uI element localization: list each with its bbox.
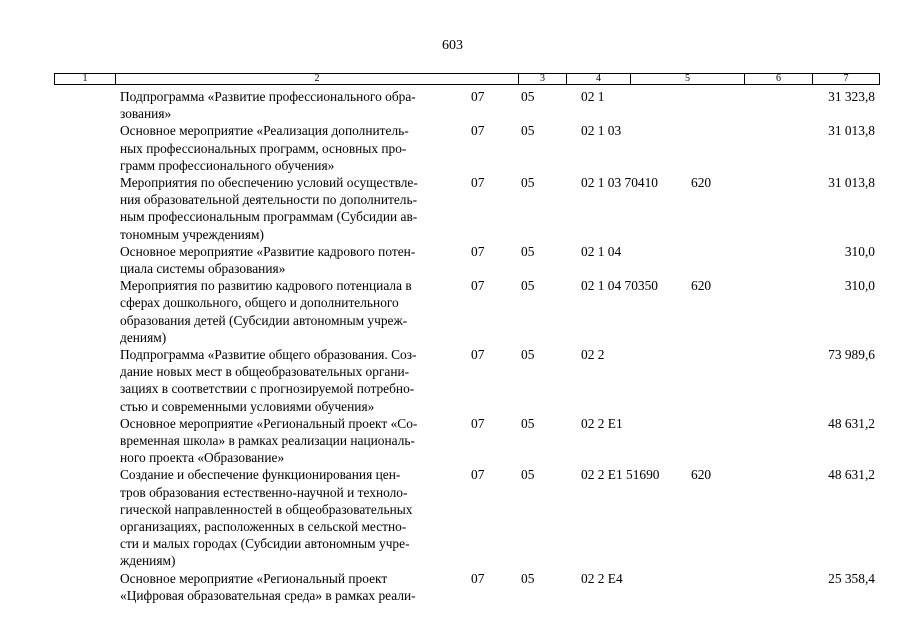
target-article-code: 02 1	[581, 89, 605, 104]
row-name-line: организациях, расположенных в сельской местно-	[120, 518, 407, 534]
section-code: 07	[471, 346, 485, 362]
subsection-code: 05	[521, 278, 535, 294]
row-name-line: зования»	[120, 106, 172, 122]
amount: 31 013,8	[828, 174, 875, 190]
subsection-code: 05	[521, 415, 535, 431]
row-name-line: Основное мероприятие «Реализация дополнитель-	[120, 123, 409, 139]
section-code: 07	[471, 415, 485, 431]
section-code: 07	[471, 174, 485, 190]
row-name-line: Подпрограмма «Развитие общего образования. Соз-	[120, 346, 417, 362]
row-name-line: дание новых мест в общеобразовательных органи-	[120, 364, 410, 380]
row-name	[120, 277, 456, 346]
table-row	[0, 415, 905, 467]
row-name-line: сферах дошкольного, общего и дополнительного	[120, 295, 399, 311]
table-row	[0, 570, 905, 604]
row-name-line: сти и малых городах (Субсидии автономным учре-	[120, 536, 410, 552]
row-name	[120, 570, 456, 604]
row-name-line: стью и современными условиями обучения»	[120, 398, 375, 414]
target-article-code: 02 2 E4	[581, 570, 623, 586]
amount: 31 323,8	[828, 89, 875, 104]
expense-type-code: 620	[691, 174, 712, 190]
target-article-code: 02 1 04 70350	[581, 278, 658, 294]
amount: 25 358,4	[828, 570, 875, 586]
target-article-code: 02 2 E1 51690	[581, 467, 660, 483]
table-row	[0, 243, 905, 277]
subsection-code: 05	[521, 174, 535, 190]
subsection-code: 05	[521, 346, 535, 362]
row-name-line: грамм профессионального обучения»	[120, 157, 335, 173]
row-name-line: ного проекта «Образование»	[120, 450, 285, 466]
amount: 73 989,6	[828, 346, 875, 362]
row-name-line: зациях в соответствии с прогнозируемой потребно-	[120, 381, 415, 397]
row-name-line: Основное мероприятие «Региональный проект	[120, 570, 388, 586]
row-name	[120, 122, 456, 174]
column-header-2: 2	[116, 74, 519, 84]
row-name-line: ждениям)	[120, 553, 176, 569]
target-article-code: 02 2 E1	[581, 415, 623, 431]
table-row	[0, 122, 905, 174]
column-header-4: 4	[567, 74, 631, 84]
row-name-line: Мероприятия по обеспечению условий осуществле-	[120, 174, 418, 190]
table-row	[0, 466, 905, 569]
amount: 48 631,2	[828, 415, 875, 431]
section-code: 07	[471, 467, 485, 483]
amount: 48 631,2	[828, 467, 875, 483]
row-name	[120, 415, 456, 467]
subsection-code: 05	[521, 123, 535, 139]
table-body	[0, 88, 905, 604]
row-name-line: образования детей (Субсидии автономным учреж-	[120, 312, 408, 328]
row-name-line: ния образовательной деятельности по дополнитель-	[120, 192, 418, 208]
target-article-code: 02 1 03 70410	[581, 174, 658, 190]
row-name-line: ным профессиональным программам (Субсидии ав-	[120, 209, 418, 225]
table-row	[0, 277, 905, 346]
row-name	[120, 88, 456, 122]
amount: 31 013,8	[828, 123, 875, 139]
row-name-line: «Цифровая образовательная среда» в рамках реали-	[120, 587, 416, 603]
column-header-7: 7	[843, 73, 849, 84]
section-code: 07	[471, 278, 485, 294]
row-name-line: Основное мероприятие «Региональный проект «Со-	[120, 415, 418, 431]
row-name-line: временная школа» в рамках реализации националь-	[120, 432, 415, 448]
row-name	[120, 346, 456, 415]
page-number: 603	[442, 38, 463, 53]
target-article-code: 02 2	[581, 346, 605, 362]
table-row	[0, 88, 905, 122]
row-name-line: ных профессиональных программ, основных про-	[120, 140, 407, 156]
subsection-code: 05	[521, 243, 535, 259]
row-name	[120, 174, 456, 243]
table-row	[0, 174, 905, 243]
amount: 310,0	[844, 243, 875, 259]
table-row	[0, 346, 905, 415]
row-name-line: дениям)	[120, 329, 167, 345]
row-name-line: Мероприятия по развитию кадрового потенциала в	[120, 278, 412, 294]
row-name-line: тономным учреждениям)	[120, 226, 264, 242]
subsection-code: 05	[521, 570, 535, 586]
section-code: 07	[471, 89, 485, 104]
row-name-line: тров образования естественно-научной и техноло-	[120, 484, 408, 500]
target-article-code: 02 1 03	[581, 123, 622, 139]
column-header-6: 6	[745, 74, 813, 84]
column-header-1: 1	[55, 74, 116, 84]
expense-type-code: 620	[691, 278, 712, 294]
row-name-line: Создание и обеспечение функционирования цен-	[120, 467, 401, 483]
section-code: 07	[471, 243, 485, 259]
column-header-5: 5	[631, 74, 745, 84]
row-name-line: циала системы образования»	[120, 260, 286, 276]
subsection-code: 05	[521, 89, 535, 104]
column-header-3: 3	[519, 74, 567, 84]
expense-type-code: 620	[691, 467, 712, 483]
target-article-code: 02 1 04	[581, 243, 622, 259]
subsection-code: 05	[521, 467, 535, 483]
row-name	[120, 466, 456, 569]
section-code: 07	[471, 570, 485, 586]
row-name	[120, 243, 456, 277]
row-name-line: Подпрограмма «Развитие профессионального обра-	[120, 89, 416, 104]
row-name-line: гической направленностей в общеобразовательных	[120, 501, 413, 517]
section-code: 07	[471, 123, 485, 139]
row-name-line: Основное мероприятие «Развитие кадрового потен-	[120, 243, 416, 259]
table-header-row	[54, 73, 880, 85]
amount: 310,0	[844, 278, 875, 294]
